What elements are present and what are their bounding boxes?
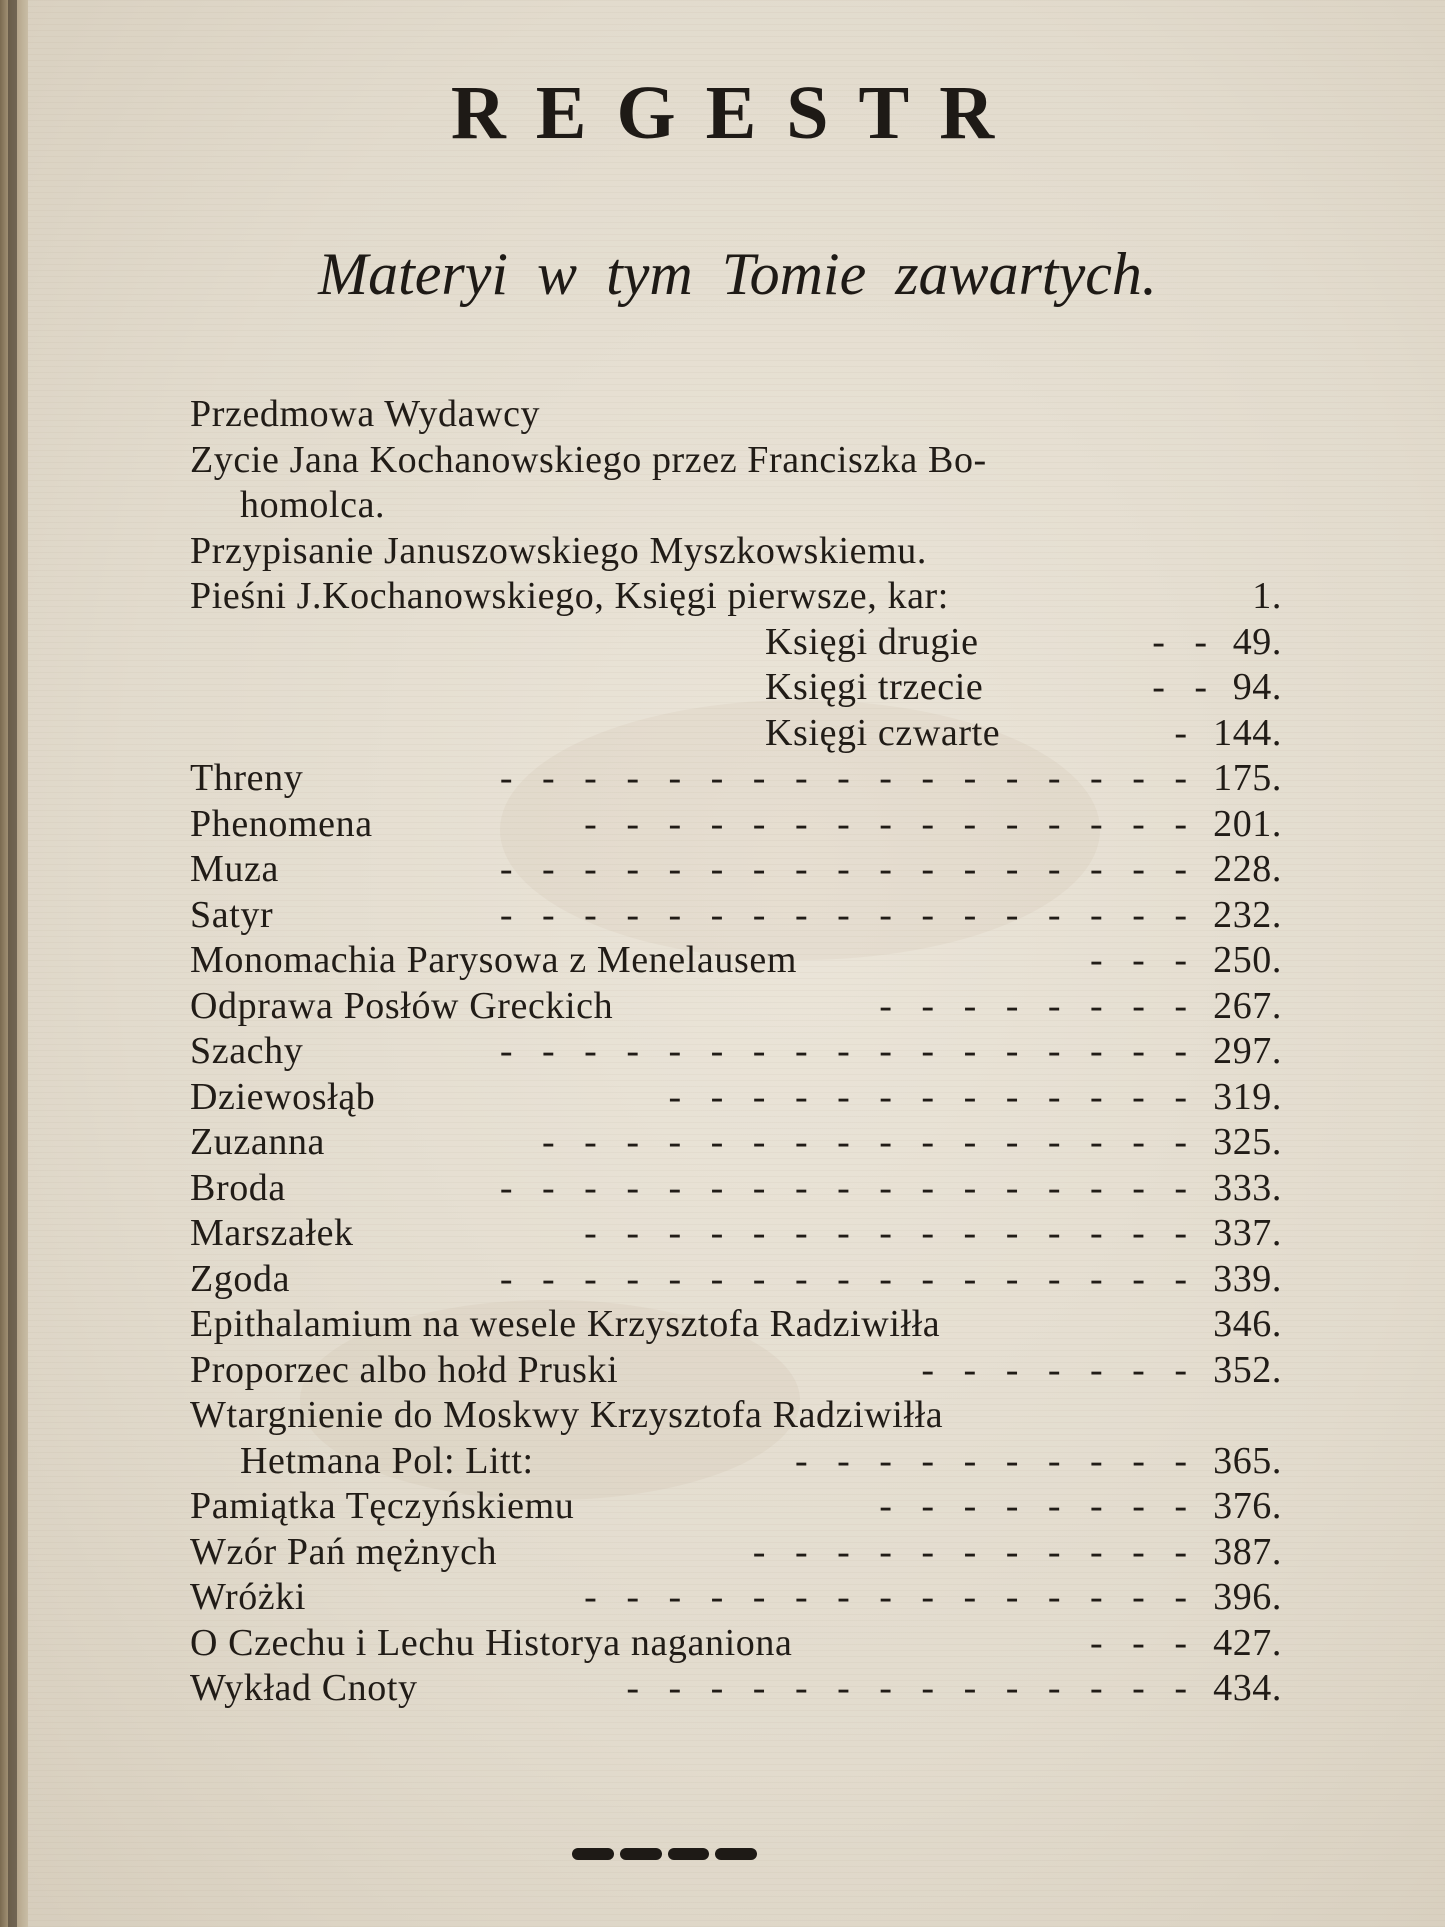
toc-entry-title: Księgi trzecie [765,666,984,708]
toc-page-number: 339. [1213,1257,1282,1300]
toc-page-number: 319. [1213,1075,1282,1118]
toc-page-number: 365. [1213,1439,1282,1482]
toc-entry-title: Muza [190,848,279,890]
toc-entry [190,802,1290,848]
toc-entry [190,984,1290,1030]
toc-page-number: 232. [1213,893,1282,936]
toc-entry [190,1302,1290,1348]
toc-entry-title: Epithalamium na wesele Krzysztofa Radziwiłła [190,1303,941,1345]
toc-entry [190,1211,1290,1257]
toc-dot-leader: - - - - - - - - - - - - - - - [584,802,1197,845]
toc-dot-leader: - - - - - - - - - - - - - - - - - [499,1030,1197,1072]
toc-dot-leader: - - - - - - - - - - - - - - - - [542,1121,1197,1163]
toc-dot-leader: - - [1152,666,1217,708]
toc-page-number: 333. [1213,1166,1282,1209]
toc-dot-leader: - - - - - - - - - - - - - - - [584,1576,1197,1618]
toc-entry-title: homolca. [240,484,386,526]
toc-entry-title: Przedmowa Wydawcy [190,393,541,435]
toc-entry-title: Księgi drugie [765,620,979,663]
toc-entry [190,893,1290,939]
page-title: REGESTR [450,71,1025,155]
toc-dot-leader: - - - - - - - - - - [794,1439,1197,1482]
toc-entry [190,711,1290,757]
toc-dot-leader: - - - [1090,1621,1197,1664]
toc-entry-title: Pieśni J.Kochanowskiego, Księgi pierwsze, kar: [190,575,949,617]
toc-dot-leader: - - - - - - - - - - - - - [668,1075,1197,1118]
toc-entry [190,1575,1290,1621]
toc-entry [190,1666,1290,1712]
toc-entry [190,938,1290,984]
page-subtitle: Materyi w tym Tomie zawartych. [318,241,1157,307]
toc-entry-title: Przypisanie Januszowskiego Myszkowskiemu. [190,529,928,572]
toc-page-number: 201. [1213,802,1282,845]
toc-entry [190,438,1290,484]
toc-entry-title: Threny [190,757,304,799]
toc-entry-title: Księgi czwarte [765,711,1001,754]
toc-entry [190,1166,1290,1212]
toc-page-number: 396. [1213,1576,1282,1618]
toc-entry-title: Pamiątka Tęczyńskiemu [190,1485,575,1527]
toc-dot-leader: - - - - - - - - - - - - - - - - - [499,1257,1197,1300]
toc-dot-leader: - - [1152,620,1217,663]
toc-entry-title: Proporzec albo hołd Pruski [190,1348,619,1391]
toc-entry-title: Wtargnienie do Moskwy Krzysztofa Radziwiłła [190,1394,944,1436]
toc-entry [190,847,1290,893]
toc-dot-leader: - - - - - - - - - - - - - - [626,1667,1197,1709]
toc-dot-leader: - - - - - - - - - - - [752,1530,1197,1573]
toc-entry-title: Odprawa Posłów Greckich [190,984,614,1027]
toc-entry [190,1439,1290,1485]
toc-page-number: 49. [1232,620,1282,663]
toc-page-number: 434. [1213,1667,1282,1709]
toc-entry [190,756,1290,802]
toc-entry-title: Hetmana Pol: Litt: [240,1439,534,1482]
toc-page-number: 94. [1232,666,1282,708]
toc-dot-leader: - [1174,711,1197,754]
toc-page-number: 376. [1213,1485,1282,1527]
toc-dot-leader: - - - - - - - - - - - - - - - - - [499,1166,1197,1209]
toc-entry [190,1484,1290,1530]
toc-page-number: 267. [1213,984,1282,1027]
toc-dot-leader: - - - - - - - - - - - - - - - - - [499,848,1197,890]
toc-entry [190,1029,1290,1075]
toc-entry-title: Zuzanna [190,1121,326,1163]
toc-page-number: 427. [1213,1621,1282,1664]
toc-page-number: 1. [1252,575,1282,617]
toc-entry [190,1393,1290,1439]
toc-entry-title: O Czechu i Lechu Historya naganiona [190,1621,793,1664]
toc-entry [190,1075,1290,1121]
toc-entry [190,1257,1290,1303]
toc-dot-leader: - - - - - - - - - - - - - - - [584,1212,1197,1254]
toc-entry-title: Szachy [190,1030,304,1072]
toc-page-number: 250. [1213,939,1282,981]
toc-entry [190,574,1290,620]
toc-entry-title: Monomachia Parysowa z Menelausem [190,939,797,981]
toc-entry-title: Wzór Pań mężnych [190,1530,498,1573]
toc-entry-title: Marszałek [190,1212,354,1254]
toc-entry-title: Phenomena [190,802,373,845]
toc-entry [190,1348,1290,1394]
toc-page-number: 387. [1213,1530,1282,1573]
toc-entry [190,665,1290,711]
table-of-contents [190,392,1290,1712]
toc-dot-leader: - - - - - - - - - - - - - - - - - [499,893,1197,936]
toc-dot-leader: - - - [1090,939,1197,981]
toc-entry-title: Satyr [190,893,274,936]
toc-entry [190,1120,1290,1166]
toc-entry-title: Zgoda [190,1257,291,1300]
toc-entry [190,620,1290,666]
toc-page-number: 337. [1213,1212,1282,1254]
toc-page-number: 346. [1213,1303,1282,1345]
toc-entry [190,529,1290,575]
toc-entry-title: Wykład Cnoty [190,1667,418,1709]
toc-entry-title: Zycie Jana Kochanowskiego przez Franciszka Bo- [190,438,987,481]
closing-ornament [572,1848,757,1862]
toc-entry [190,1530,1290,1576]
toc-dot-leader: - - - - - - - - - - - - - - - - - [499,757,1197,799]
toc-dot-leader: - - - - - - - - [879,984,1197,1027]
toc-page-number: 297. [1213,1030,1282,1072]
toc-page-number: 144. [1213,711,1282,754]
toc-entry [190,1621,1290,1667]
toc-page-number: 325. [1213,1121,1282,1163]
toc-page-number: 228. [1213,848,1282,890]
toc-dot-leader: - - - - - - - [921,1348,1197,1391]
toc-entry [190,392,1290,438]
toc-entry-title: Wróżki [190,1576,307,1618]
toc-entry [190,483,1290,529]
toc-entry-title: Dziewosłąb [190,1075,376,1118]
toc-page-number: 175. [1213,757,1282,799]
toc-entry-title: Broda [190,1166,286,1209]
toc-page-number: 352. [1213,1348,1282,1391]
toc-dot-leader: - - - - - - - - [879,1485,1197,1527]
